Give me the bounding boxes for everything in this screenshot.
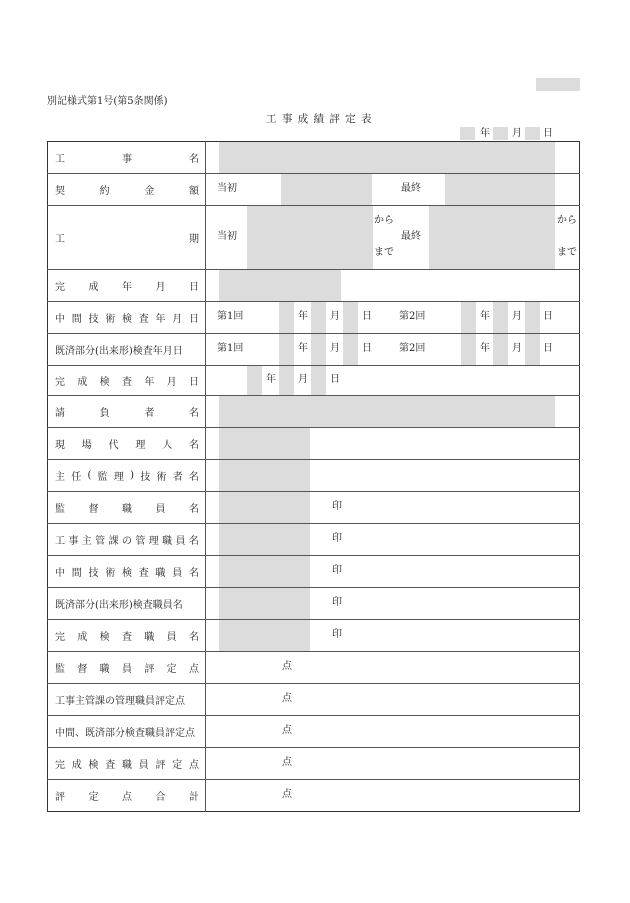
label-char: 評 [155,759,166,771]
interim-1-year-field[interactable] [279,302,294,333]
label-char: 員 [166,631,177,643]
label-char: 名 [189,153,199,165]
label-char: 点 [189,759,199,771]
completion-date-field[interactable] [219,270,341,301]
label-char: 間 [71,567,82,579]
label-supervisor [55,500,199,514]
label-char: 監 [55,503,65,515]
contract-initial-label: 当初 [217,183,237,194]
label-char: 検 [122,313,132,325]
label-char: 名 [188,407,199,419]
row-divider [47,491,580,492]
interim-first-label: 第1回 [217,311,244,322]
completion-inspector-field[interactable] [219,620,310,651]
label-completion-inspector [55,628,199,642]
completion-inspection-day-unit: 日 [330,374,340,385]
label-inspector-score: 中間、既済部分検査職員評定点 [55,727,195,739]
label-char: 事 [68,535,79,547]
interim-1-day-unit: 日 [362,311,372,322]
form-reference: 別記様式第1号(第5条関係) [47,96,168,107]
label-char: ( [87,469,92,481]
label-char: 完 [55,759,65,771]
interim-2-month-field[interactable] [493,302,508,333]
label-char: 成 [71,759,82,771]
label-char: 者 [144,407,155,419]
label-contractor [55,404,199,418]
label-char: 技 [88,313,99,325]
row-divider [47,587,580,588]
label-char: 中 [55,313,65,325]
completion-inspection-year-field[interactable] [247,366,262,395]
label-char: 日 [189,281,199,293]
label-char: 職 [155,567,166,579]
label-char: 点 [188,663,199,675]
label-char: 検 [99,631,110,643]
label-char: 査 [105,759,116,771]
label-char: 理 [135,439,146,451]
label-char: 管 [135,535,146,547]
label-partial-inspector: 既済部分(出来形)検査職員名 [55,599,183,611]
label-char: 任 [71,471,82,483]
seal-mark-interim-inspector: 印 [332,565,342,576]
label-char: 定 [166,663,177,675]
dept-manager-field[interactable] [219,524,310,555]
label-char: 術 [105,567,116,579]
label-char: 員 [175,535,186,547]
label-char: 成 [77,376,88,388]
contract-initial-amount-field[interactable] [281,174,372,205]
label-project-name [55,150,199,164]
label-char: 職 [122,503,132,515]
label-manager-score: 工事主管課の管理職員評定点 [55,695,185,707]
interim-2-day-field[interactable] [525,302,540,333]
label-char: 査 [138,567,149,579]
label-char: 名 [188,631,199,643]
row-divider [47,683,580,684]
label-char: 工 [55,153,65,165]
label-supervisor-score [55,660,199,674]
label-char: 査 [121,376,132,388]
date-year-field[interactable] [460,127,475,140]
row-divider [47,555,580,556]
seal-mark-supervisor: 印 [332,501,342,512]
chief-engineer-field[interactable] [219,460,310,491]
site-agent-field[interactable] [219,428,310,459]
partial-2-month-field[interactable] [493,334,508,365]
row-divider [47,301,580,302]
term-until-label-1: まで [374,247,394,258]
project-name-field[interactable] [219,142,555,173]
score-unit-supervisor: 点 [282,661,292,672]
label-char: 員 [121,663,132,675]
label-char: 負 [99,407,110,419]
page-title: 工 事 成 績 評 定 表 [266,113,373,125]
label-char: 年 [155,313,166,325]
partial-2-year-unit: 年 [480,343,490,354]
label-char: 術 [156,471,167,483]
label-char: 年 [144,376,155,388]
completion-inspection-month-field[interactable] [279,366,294,395]
label-char: 主 [55,471,65,483]
label-char: 請 [55,407,65,419]
term-until-label-2: まで [557,247,577,258]
label-char: 完 [55,376,65,388]
interim-1-year-unit: 年 [298,311,308,322]
label-char: 職 [99,663,110,675]
row-divider [47,427,580,428]
seal-mark-partial-inspector: 印 [332,597,342,608]
label-char: 検 [88,759,99,771]
label-char: 事 [122,153,132,165]
label-char: 監 [55,663,65,675]
row-divider [47,747,580,748]
label-char: 督 [77,663,88,675]
label-contract-amount [55,182,199,196]
row-divider [47,365,580,366]
term-initial-label: 当初 [217,231,237,242]
label-char: 計 [189,791,199,803]
partial-2-year-field[interactable] [461,334,476,365]
completion-inspection-day-field[interactable] [311,366,326,395]
partial-2-day-unit: 日 [543,343,553,354]
label-char: 理 [113,471,124,483]
label-char: 課 [108,535,119,547]
label-char: 約 [99,185,110,197]
interim-2-day-unit: 日 [543,311,553,322]
partial-1-day-unit: 日 [362,343,372,354]
label-char: 主 [81,535,92,547]
label-char: 月 [172,313,183,325]
label-char: 職 [162,535,173,547]
label-char: 日 [188,376,199,388]
label-completion-date [55,278,199,292]
label-char: 者 [172,471,183,483]
label-char: 点 [122,791,132,803]
label-char: 管 [95,535,106,547]
label-char: 場 [81,439,92,451]
label-column-divider [205,141,206,812]
label-char: ) [130,469,134,481]
term-final-field[interactable] [429,206,555,269]
partial-2-month-unit: 月 [512,343,522,354]
partial-1-month-unit: 月 [330,343,340,354]
label-char: 名 [189,567,199,579]
header-stamp-field[interactable] [536,78,580,91]
label-char: 工 [55,535,65,547]
label-char: 名 [189,503,199,515]
contract-final-amount-field[interactable] [445,174,555,205]
seal-mark-completion-inspector: 印 [332,629,342,640]
label-char: 技 [88,567,99,579]
label-partial-inspection: 既済部分(出来形)検査年月日 [55,345,183,357]
partial-1-day-field[interactable] [343,334,358,365]
label-interim-inspector [55,564,199,578]
interim-1-month-unit: 月 [330,311,340,322]
row-divider [47,651,580,652]
date-month-field[interactable] [493,127,508,140]
label-char: 合 [155,791,166,803]
interim-1-day-field[interactable] [343,302,358,333]
label-total-score [55,788,199,802]
label-char: 監 [97,471,108,483]
label-char: 評 [55,791,65,803]
term-initial-field[interactable] [247,206,373,269]
label-char: 年 [122,281,132,293]
label-char: 中 [55,567,65,579]
label-char: 査 [121,631,132,643]
date-day-unit: 日 [543,128,553,139]
label-char: 額 [188,185,199,197]
row-divider [47,619,580,620]
label-char: 術 [105,313,116,325]
partial-1-year-unit: 年 [298,343,308,354]
partial-2-day-field[interactable] [525,334,540,365]
row-divider [47,395,580,396]
row-divider [47,269,580,270]
label-char: 評 [144,663,155,675]
label-char: 完 [55,631,65,643]
label-char: 工 [55,233,65,245]
interim-inspector-field[interactable] [219,556,310,587]
row-divider [47,779,580,780]
label-char: 完 [55,281,65,293]
row-divider [47,333,580,334]
row-divider [47,715,580,716]
label-completion-inspection [55,373,199,387]
label-char: 日 [189,313,199,325]
label-char: 職 [122,759,132,771]
label-char: 職 [144,631,155,643]
score-unit-completion: 点 [282,757,292,768]
partial-first-label: 第1回 [217,343,244,354]
contractor-name-field[interactable] [219,396,555,427]
score-unit-manager: 点 [282,693,292,704]
label-char: 人 [162,439,173,451]
seal-mark-dept-manager: 印 [332,533,342,544]
term-from-label: から [374,215,394,226]
label-char: 代 [108,439,119,451]
partial-1-year-field[interactable] [279,334,294,365]
completion-inspection-month-unit: 月 [298,374,308,385]
label-char: 契 [55,185,65,197]
label-char: 現 [55,439,65,451]
label-char: 定 [172,759,183,771]
partial-1-month-field[interactable] [311,334,326,365]
label-char: 名 [188,535,199,547]
term-from-label-2: から [557,215,577,226]
label-char: 月 [155,281,166,293]
label-char: 検 [122,567,132,579]
row-divider [47,523,580,524]
label-char: 定 [88,791,99,803]
interim-2-year-unit: 年 [480,311,490,322]
interim-second-label: 第2回 [399,311,426,322]
label-char: の [121,535,132,547]
interim-2-month-unit: 月 [512,311,522,322]
interim-1-month-field[interactable] [311,302,326,333]
contract-final-label: 最終 [401,183,421,194]
interim-2-year-field[interactable] [461,302,476,333]
label-char: 員 [172,567,183,579]
label-interim-inspection [55,310,199,324]
label-char: 名 [188,439,199,451]
label-char: 成 [88,281,99,293]
label-char: 期 [189,233,199,245]
supervisor-field[interactable] [219,492,310,523]
partial-inspector-field[interactable] [219,588,310,619]
label-char: 月 [166,376,177,388]
date-year-unit: 年 [480,128,490,139]
label-char: 技 [140,471,151,483]
partial-second-label: 第2回 [399,343,426,354]
label-char: 員 [138,759,149,771]
label-char: 督 [88,503,99,515]
row-divider [47,459,580,460]
label-char: 査 [138,313,149,325]
date-month-unit: 月 [512,128,522,139]
label-site-agent [55,436,199,450]
label-char: 理 [148,535,159,547]
label-dept-manager [55,532,199,546]
score-unit-inspector: 点 [282,725,292,736]
score-unit-total: 点 [282,789,292,800]
label-char: 間 [71,313,82,325]
label-char: 員 [155,503,166,515]
completion-inspection-year-unit: 年 [266,374,276,385]
label-char: 検 [99,376,110,388]
row-divider [47,173,580,174]
term-final-label: 最終 [401,231,421,242]
label-char: 成 [77,631,88,643]
label-char: 金 [144,185,155,197]
label-char: 名 [188,471,199,483]
row-divider [47,205,580,206]
label-completion-score [55,756,199,770]
label-term [55,230,199,244]
date-day-field[interactable] [525,127,540,140]
label-chief-engineer [55,468,199,482]
